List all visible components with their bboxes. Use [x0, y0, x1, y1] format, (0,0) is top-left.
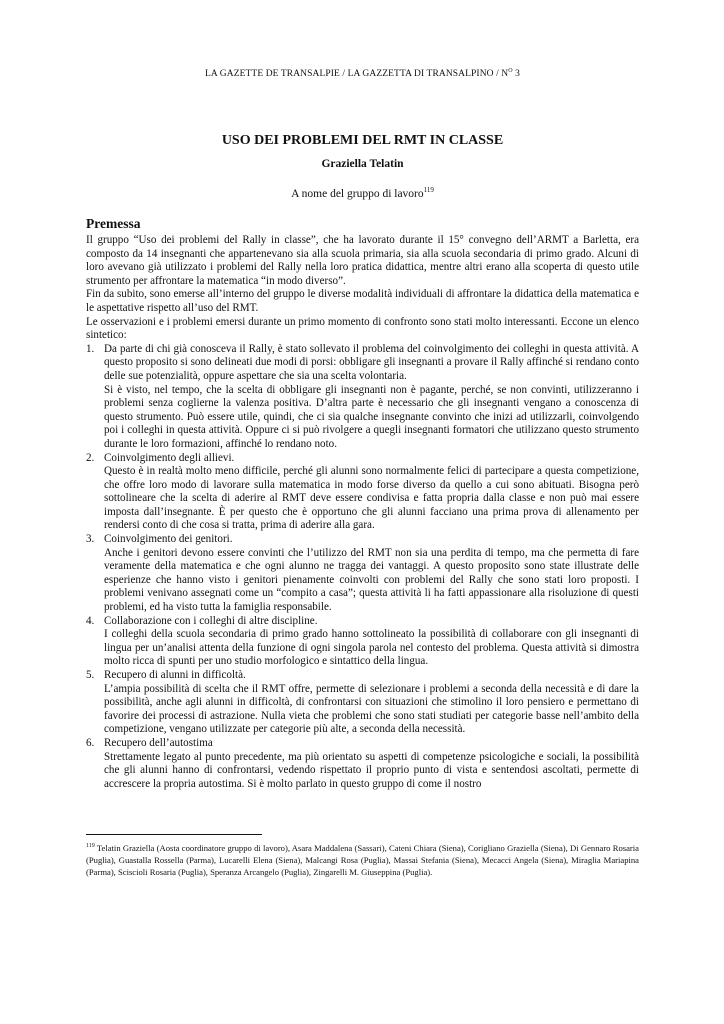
list-item-heading: Collaborazione con i colleghi di altre discipline.	[104, 614, 318, 627]
footnote-number: 119	[86, 843, 95, 849]
footnote-divider	[86, 834, 262, 835]
list-item-heading: Coinvolgimento degli allievi.	[104, 451, 235, 464]
running-title: LA GAZETTE DE TRANSALPIE / LA GAZZETTA DI TRANSALPINO / N	[204, 69, 509, 80]
list-item	[86, 615, 639, 669]
list-item	[86, 452, 639, 534]
list-item-text: Questo è in realtà molto meno difficile, perché gli alunni sono normalmente felici di partecipare a questa competizione, che offre loro modo di lavorare sulla matematica in modo forse diverso da quello a cui sono abituati. Bisogna però sottolineare che la scelta di aderire al RMT deve essere condivisa e fatta propria dalla classe e non può mai essere imposta dall’insegnante. È per questo che è opportuno che gli alunni facciano una prima prova di allenamento per rendersi conto di che cosa si tratta, prima di aderire alla gara.	[104, 465, 639, 532]
paragraph: Le osservazioni e i problemi emersi durante un primo momento di confronto sono stati molto interessanti. Eccone un elenco sintetico:	[86, 315, 639, 342]
list-item-heading: Coinvolgimento dei genitori.	[104, 533, 233, 546]
list-item-heading: Recupero dell’autostima	[104, 736, 213, 749]
article-author: Graziella Telatin	[321, 158, 404, 170]
list-item-number: 3.	[86, 533, 95, 546]
paragraph: Il gruppo “Uso dei problemi del Rally in classe”, che ha lavorato durante il 15° convegno dell’ARMT a Barletta, era composto da 14 insegnanti che appartenevano sia alla scuola primaria, sia alla scuola secondaria di primo grado. Alcuni di loro avevano già utilizzato i problemi del Rally nella loro pratica didattica, mentre altri erano alla scoperta di questo utile strumento per affrontare la matematica “in modo diverso”.	[86, 234, 639, 287]
list-item-number: 6.	[86, 736, 95, 749]
running-header	[86, 68, 639, 79]
list-item-text: Strettamente legato al punto precedente, ma più orientato su aspetti di competenze psicologiche e sociali, la possibilità che gli alunni hanno di confrontarsi, vedendo rispettato il proprio punto di vista e sentendosi ascoltati, permette di accrescere la propria autostima. Si è molto parlato in questo gruppo di come il nostro	[104, 750, 639, 790]
list-item-heading: Recupero di alunni in difficoltà.	[104, 669, 246, 681]
footnote	[86, 840, 639, 878]
list-item-text: I colleghi della scuola secondaria di primo grado hanno sottolineato la possibilità di collaborare con gli insegnanti di lingua per un’analisi attenta della funzione di ogni singola parola nel contesto del problema. Questa attività si dimostra molto ricca di spunti per uno studio morfologico e sintattico della lingua.	[104, 628, 639, 668]
article-subtitle	[86, 186, 639, 200]
subtitle-text: A nome del gruppo di lavoro	[291, 187, 424, 200]
section-body	[86, 234, 639, 791]
section-heading: Premessa	[86, 216, 141, 231]
list-item	[86, 533, 639, 615]
list-item-number: 2.	[86, 451, 95, 464]
list-item-text: Si è visto, nel tempo, che la scelta di obbligare gli insegnanti non è pagante, perché, se non convinti, utilizzeranno i problemi senza coglierne la valenza positiva. D’altra parte è necessario che gli insegnanti vengano a conoscenza di questo strumento. Può essere utile, quindi, che ci sia qualche insegnante convinto che inizi ad utilizzarli, coinvolgendo poi i colleghi in questa attività. Oppure ci si può rivolgere a quegli insegnanti formatori che utilizzano questo strumento durante le loro formazioni, affinché lo rendano noto.	[104, 383, 639, 450]
list-item-number: 5.	[86, 669, 95, 681]
list-item	[86, 737, 639, 791]
issue-number: 3	[512, 69, 521, 80]
list-item-text: L’ampia possibilità di scelta che il RMT offre, permette di selezionare i problemi a seconda della necessità e di dare la possibilità, anche agli alunni in difficoltà, di confrontarsi con situazioni che stimolino il loro pensiero e permettano di favorire dei processi di astrazione. Nulla vieta che problemi che sono stati studiati per categorie basse nell’ambito della competizione, vengano utilizzate per categorie più alte, a seconda della necessità.	[104, 682, 639, 736]
footnote-reference: 119	[423, 186, 434, 194]
article-title: USO DEI PROBLEMI DEL RMT IN CLASSE	[221, 133, 504, 148]
list-item-text: Da parte di chi già conosceva il Rally, è stato sollevato il problema del coinvolgimento dei colleghi in questa attività. A questo proposito si sono delineati due modi di porsi: obbligare gli insegnanti a provare il Rally affinché si rendano conto delle sue potenzialità, oppure aspettare che sia una scelta volontaria.	[104, 342, 639, 382]
issue-superscript: O	[508, 68, 513, 74]
list-item-text: Anche i genitori devono essere convinti che l’utilizzo del RMT non sia una perdita di tempo, ma che permetta di fare veramente della matematica e che ogni alunno ne tragga dei vantaggi. A questo proposito sono state illustrate delle esperienze che hanno visto i genitori pienamente coinvolti con problemi del Rally che sono stati loro proposti. I problemi venivano assegnati come un “compito a casa”; questa attività li ha fatti appassionare alla risoluzione di questi problemi, ed ha visto tutta la famiglia responsabile.	[104, 546, 639, 614]
paragraph: Fin da subito, sono emerse all’interno del gruppo le diverse modalità individuali di affrontare la didattica della matematica e le aspettative rispetto all’uso del RMT.	[86, 288, 639, 314]
footnote-text: Telatin Graziella (Aosta coordinatore gruppo di lavoro), Asara Maddalena (Sassari), Cateni Chiara (Siena), Corigliano Graziella (Siena), Di Gennaro Rosaria (Puglia), Guastalla Rossella (Parma), Lucarelli Elena (Siena), Malcangi Rosa (Puglia), Massai Stefania (Siena), Mecacci Angela (Siena), Miraglia Mariapina (Parma), Sciscioli Rosaria (Puglia), Speranza Arcangelo (Puglia), Zingarelli M. Giuseppina (Puglia).	[86, 842, 639, 878]
list-item-number: 1.	[86, 342, 95, 355]
numbered-list	[86, 343, 639, 792]
list-item-number: 4.	[86, 614, 95, 627]
list-item	[86, 343, 639, 452]
list-item	[86, 669, 639, 737]
